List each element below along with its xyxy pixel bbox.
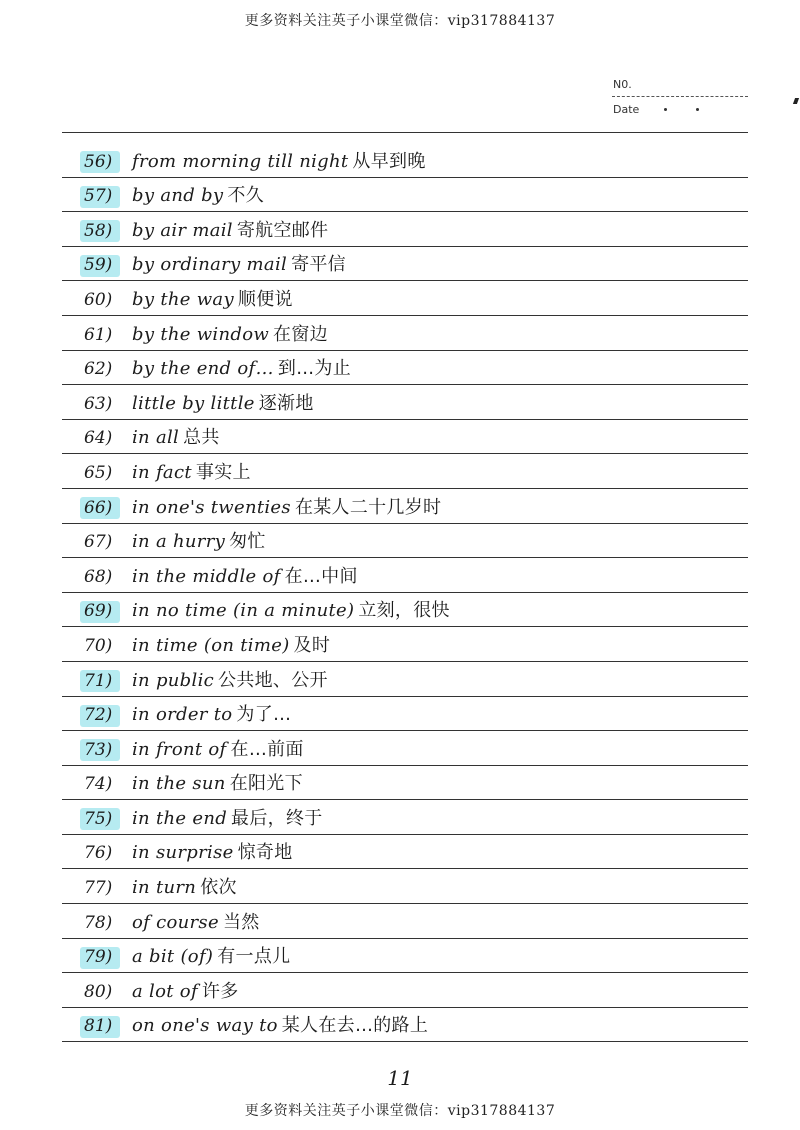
phrase-text [132, 423, 220, 449]
phrase-number: 65) [84, 462, 113, 483]
phrase-text [132, 596, 450, 622]
phrase-row [62, 212, 748, 247]
phrase-chinese: 匆忙 [229, 531, 266, 553]
phrase-english: by the window [132, 323, 270, 345]
phrase-chinese: 总共 [183, 427, 220, 449]
date-field [612, 97, 748, 119]
phrase-english: in the middle of [132, 565, 281, 587]
phrase-chinese: 公共地、公开 [218, 669, 328, 691]
phrase-chinese: 许多 [201, 980, 239, 1002]
page-number: 11 [387, 1066, 413, 1090]
phrase-english: a lot of [132, 980, 198, 1002]
date-dot-icon [696, 108, 699, 111]
phrase-english: in time (on time) [132, 634, 290, 656]
phrase-number: 60) [84, 289, 113, 310]
phrase-text [132, 804, 323, 830]
phrase-english: in a hurry [132, 531, 226, 553]
phrase-number: 68) [84, 566, 113, 587]
phrase-text [132, 838, 293, 864]
phrase-text [132, 631, 330, 657]
phrase-text [132, 181, 264, 207]
phrase-row [62, 1008, 748, 1043]
phrase-number: 58) [84, 220, 113, 241]
phrase-row [62, 316, 748, 351]
phrase-chinese: 在…中间 [284, 565, 358, 587]
phrase-number: 72) [84, 705, 113, 726]
phrase-english: in order to [132, 704, 233, 726]
phrase-number: 73) [84, 739, 113, 760]
phrase-english: in public [132, 669, 215, 691]
phrase-number: 61) [84, 324, 113, 345]
phrase-text [132, 942, 290, 968]
phrase-number: 67) [84, 532, 113, 553]
phrase-row [62, 662, 748, 697]
phrase-text [132, 769, 303, 795]
phrase-number: 80) [84, 981, 113, 1002]
watermark-top: 更多资料关注英子小课堂微信：vip317884137 [244, 13, 556, 29]
phrase-row [62, 697, 748, 732]
phrase-chinese: 为了… [236, 704, 292, 726]
phrase-row [62, 247, 748, 282]
phrase-row [62, 385, 748, 420]
phrase-english: by ordinary mail [132, 254, 288, 276]
phrase-chinese: 寄平信 [291, 254, 346, 276]
phrase-chinese: 在某人二十几岁时 [294, 496, 442, 518]
phrase-chinese: 当然 [222, 911, 260, 933]
phrase-number: 78) [84, 912, 113, 933]
phrase-english: in one's twenties [132, 496, 291, 518]
phrase-text [132, 700, 291, 726]
phrase-text [132, 458, 251, 484]
phrase-list [62, 143, 748, 1053]
phrase-english: in the end [132, 807, 228, 829]
phrase-row [62, 489, 748, 524]
phrase-chinese: 事实上 [195, 461, 251, 483]
phrase-number: 76) [84, 843, 113, 864]
phrase-english: by the end of… [132, 358, 274, 380]
phrase-row [62, 731, 748, 766]
phrase-number: 59) [84, 255, 113, 276]
phrase-english: in fact [132, 461, 192, 483]
phrase-number: 81) [84, 1016, 113, 1037]
phrase-text [132, 735, 304, 761]
phrase-english: a bit (of) [132, 946, 214, 968]
number-field [612, 76, 748, 97]
phrase-chinese: 在窗边 [273, 323, 328, 345]
phrase-chinese: 最后，终于 [231, 807, 323, 829]
phrase-chinese: 依次 [200, 877, 237, 899]
phrase-number: 74) [84, 774, 113, 795]
phrase-number: 71) [84, 670, 113, 691]
phrase-row [62, 627, 748, 662]
phrase-text [132, 977, 239, 1003]
phrase-english: of course [132, 911, 219, 933]
phrase-chinese: 惊奇地 [237, 842, 293, 864]
watermark-bottom: 更多资料关注英子小课堂微信：vip317884137 [244, 1103, 556, 1119]
phrase-number: 56) [84, 151, 113, 172]
phrase-text [132, 562, 358, 588]
phrase-text [132, 147, 426, 173]
phrase-chinese: 顺便说 [237, 288, 293, 310]
phrase-chinese: 在…前面 [230, 738, 304, 760]
edge-mark-icon [793, 98, 799, 104]
phrase-number: 62) [84, 359, 113, 380]
phrase-number: 77) [84, 878, 113, 899]
phrase-row [62, 558, 748, 593]
phrase-english: in turn [132, 877, 197, 899]
phrase-chinese: 在阳光下 [229, 773, 303, 795]
phrase-english: in all [132, 427, 180, 449]
phrase-chinese: 不久 [227, 185, 264, 207]
phrase-row [62, 835, 748, 870]
phrase-row [62, 593, 748, 628]
phrase-text [132, 873, 237, 899]
phrase-row [62, 524, 748, 559]
phrase-row [62, 281, 748, 316]
phrase-english: on one's way to [132, 1015, 278, 1037]
phrase-text [132, 1011, 428, 1037]
phrase-text [132, 216, 328, 242]
phrase-text [132, 666, 328, 692]
phrase-text [132, 285, 293, 311]
notebook-header [612, 76, 748, 119]
phrase-english: in front of [132, 738, 227, 760]
phrase-number: 66) [84, 497, 113, 518]
phrase-row [62, 420, 748, 455]
phrase-row [62, 973, 748, 1008]
phrase-english: by the way [132, 288, 234, 310]
phrase-text [132, 320, 328, 346]
phrase-text [132, 493, 441, 519]
phrase-chinese: 逐渐地 [258, 392, 314, 414]
phrase-row [62, 454, 748, 489]
phrase-text [132, 389, 314, 415]
phrase-row [62, 904, 748, 939]
phrase-chinese: 寄航空邮件 [236, 219, 329, 241]
date-label: Date [613, 103, 640, 116]
phrase-chinese: 某人在去…的路上 [281, 1015, 429, 1037]
phrase-english: by air mail [132, 219, 233, 241]
phrase-english: from morning till night [132, 150, 349, 172]
phrase-chinese: 立刻，很快 [358, 600, 450, 622]
date-dot-icon [664, 108, 667, 111]
phrase-row [62, 800, 748, 835]
phrase-row [62, 939, 748, 974]
number-label: N0. [613, 78, 632, 91]
phrase-chinese: 从早到晚 [352, 150, 426, 172]
phrase-english: in no time (in a minute) [132, 600, 355, 622]
phrase-number: 64) [84, 428, 113, 449]
phrase-english: in surprise [132, 842, 234, 864]
phrase-number: 57) [84, 186, 113, 207]
phrase-text [132, 908, 260, 934]
phrase-text [132, 527, 266, 553]
phrase-english: in the sun [132, 773, 226, 795]
phrase-number: 70) [84, 635, 113, 656]
phrase-text [132, 250, 346, 276]
phrase-english: little by little [132, 392, 255, 414]
phrase-number: 75) [84, 808, 113, 829]
phrase-number: 69) [84, 601, 113, 622]
phrase-english: by and by [132, 185, 224, 207]
phrase-number: 79) [84, 947, 113, 968]
phrase-row [62, 178, 748, 213]
phrase-number: 63) [84, 393, 113, 414]
phrase-row [62, 869, 748, 904]
phrase-row [62, 766, 748, 801]
phrase-chinese: 到…为止 [277, 358, 352, 380]
phrase-row [62, 351, 748, 386]
phrase-chinese: 有一点儿 [217, 946, 291, 968]
top-rule [62, 132, 748, 133]
phrase-text [132, 354, 351, 380]
phrase-chinese: 及时 [293, 634, 331, 656]
phrase-row [62, 143, 748, 178]
